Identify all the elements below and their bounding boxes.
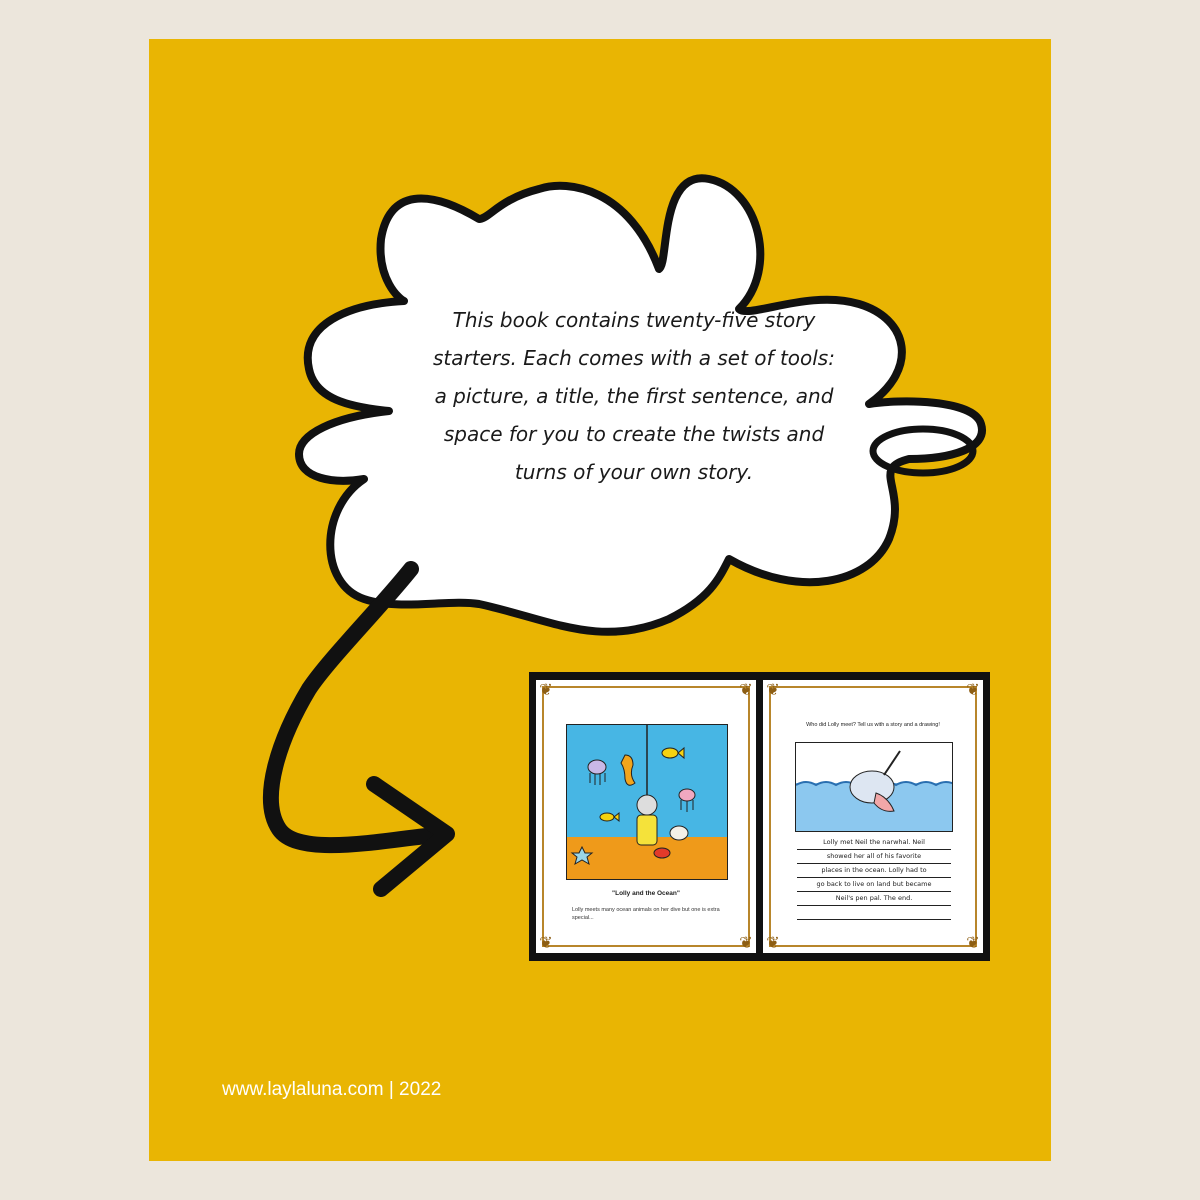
- story-line: Neil's pen pal. The end.: [797, 892, 951, 906]
- seahorse-icon: [621, 755, 635, 785]
- drawing-prompt: Who did Lolly meet? Tell us with a story and a drawing!: [806, 722, 940, 728]
- story-line: Lolly met Neil the narwhal. Neil: [797, 836, 951, 850]
- ocean-picture: [566, 724, 728, 880]
- ornate-corner-icon: ❦: [539, 680, 553, 699]
- story-line: showed her all of his favorite: [797, 850, 951, 864]
- ornate-corner-icon: ❦: [766, 680, 780, 699]
- ornate-corner-icon: ❦: [966, 933, 980, 952]
- cover-blurb: This book contains twenty-five story starters. Each comes with a set of tools: a picture, a title, the first sentence, and space for you to create the twists and turns of your own story.: [433, 308, 835, 484]
- ornate-corner-icon: ❦: [766, 933, 780, 952]
- story-line: go back to live on land but became: [797, 878, 951, 892]
- narwhal-scene: [796, 743, 952, 831]
- crab-icon: [654, 848, 670, 858]
- jellyfish-icon: [679, 789, 695, 812]
- story-first-sentence: Lolly meets many ocean animals on her dive but one is extra special...: [572, 907, 720, 921]
- story-line: places in the ocean. Lolly had to: [797, 864, 951, 878]
- ornate-corner-icon: ❦: [966, 680, 980, 699]
- jellyfish-icon: [588, 760, 606, 785]
- cover-illustration: [149, 39, 1051, 1161]
- left-page: [536, 680, 756, 953]
- story-line: [797, 906, 951, 920]
- shell-icon: [670, 826, 688, 840]
- ornate-corner-icon: ❦: [739, 933, 753, 952]
- right-page: [763, 680, 983, 953]
- story-lines: [797, 836, 951, 920]
- diver-icon: [637, 795, 657, 845]
- book-back-cover: [149, 39, 1051, 1161]
- book-spread-preview: [529, 672, 990, 961]
- starfish-icon: [572, 847, 592, 864]
- story-title: "Lolly and the Ocean": [612, 890, 680, 897]
- ocean-scene: [567, 725, 727, 879]
- drawing-box: [795, 742, 953, 832]
- ornate-corner-icon: ❦: [539, 933, 553, 952]
- fish-icon: [600, 813, 619, 821]
- curved-arrow-icon: [271, 569, 444, 845]
- cover-footer: www.laylaluna.com | 2022: [222, 1079, 442, 1100]
- ornate-corner-icon: ❦: [739, 680, 753, 699]
- fish-icon: [662, 748, 684, 758]
